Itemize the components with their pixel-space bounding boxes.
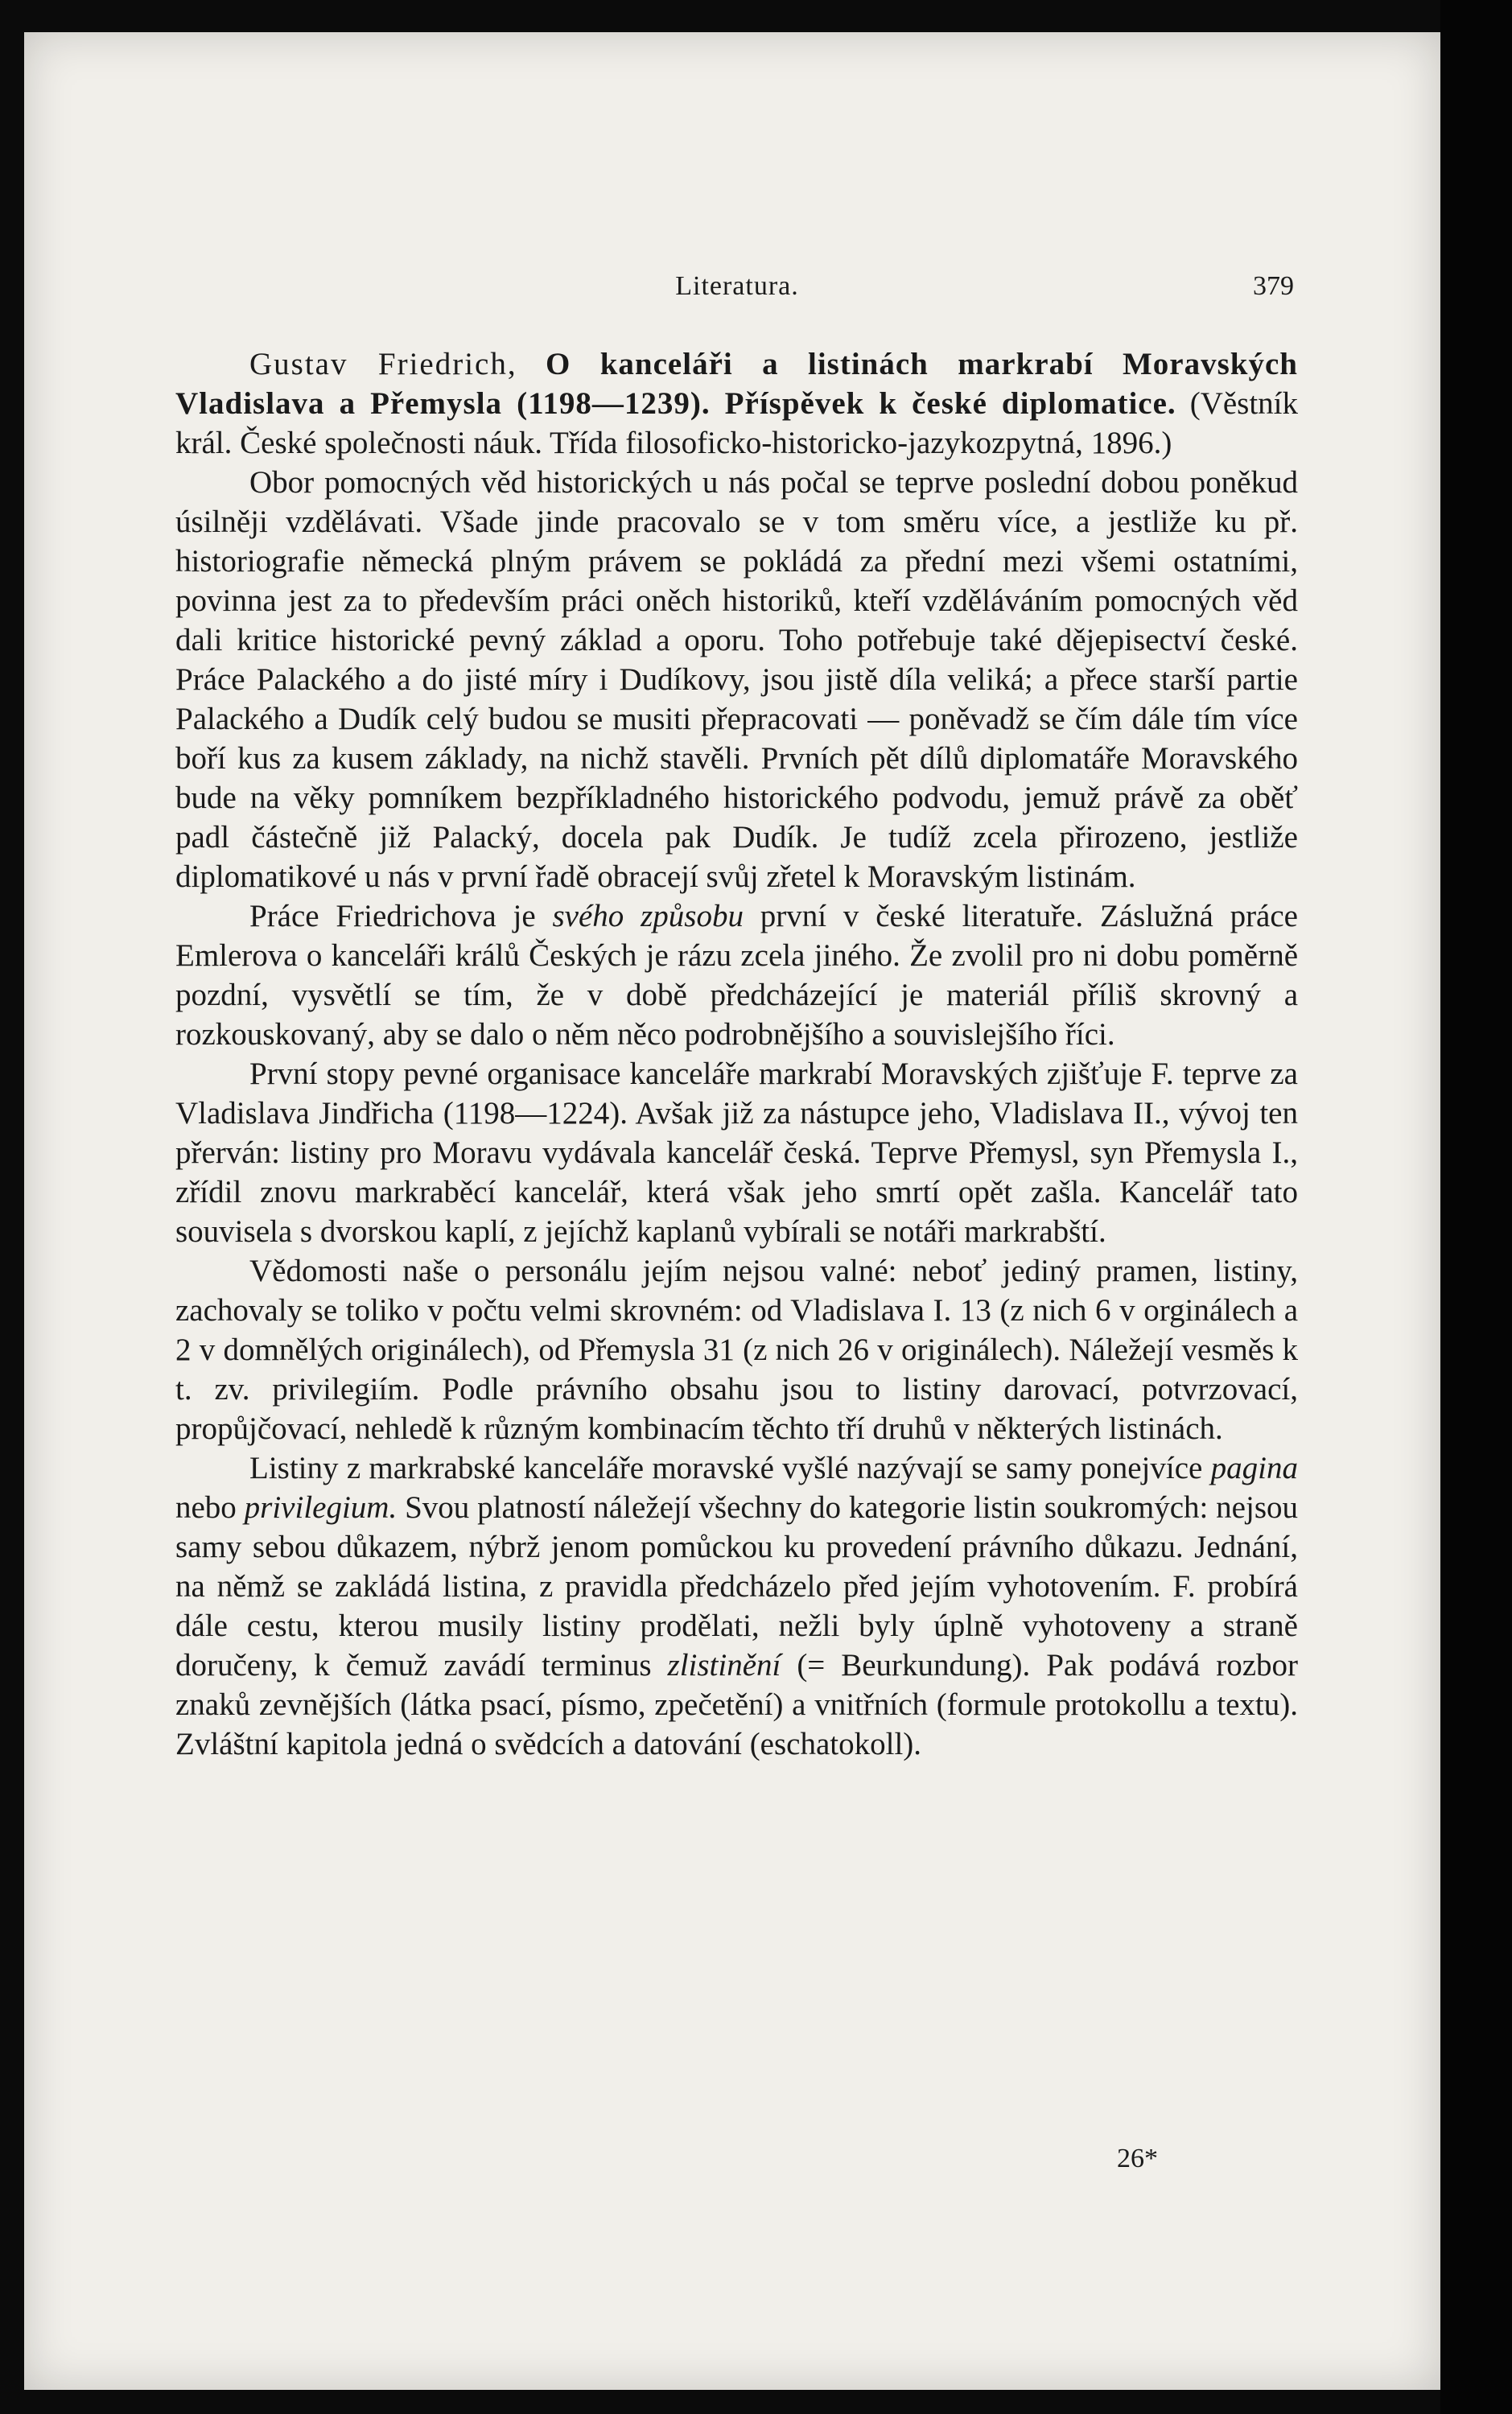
paragraph-2-italic: svého způsobu xyxy=(552,899,744,933)
signature-mark: 26* xyxy=(1117,2144,1158,2173)
body-text xyxy=(175,344,1298,1764)
paragraph-3: První stopy pevné organisace kanceláře markrabí Moravských zjišťuje F. teprve za Vladislava Jindřicha (1198—1224). Avšak již za nástupce jeho, Vladislava II., vývoj ten přerván: listiny pro Moravu vydávala kancelář česká. Teprve Přemysl, syn Přemysla I., zřídil znovu markraběcí kancelář, která však jeho smrtí opět zašla. Kancelář tato souvisela s dvorskou kaplí, z jejíchž kaplanů vybírali se notáři markrabští. xyxy=(175,1057,1298,1249)
paragraph-2-text-a: Práce Friedrichova je xyxy=(249,899,553,933)
paragraph-5-text-b: nebo xyxy=(175,1490,245,1525)
paragraph-5-italic-2: privilegium. xyxy=(244,1490,398,1525)
paragraph-5-text-a: Listiny z markrabské kanceláře moravské vyšlé nazývají se samy ponejvíce xyxy=(249,1451,1211,1485)
bibliographic-reference xyxy=(175,344,1298,463)
running-head-title: Literatura. xyxy=(675,271,799,301)
paragraph-5-italic-3: zlistinění xyxy=(667,1648,781,1683)
running-head xyxy=(180,271,1294,303)
reference-author: Gustav Friedrich, xyxy=(249,347,517,381)
paragraph-1: Obor pomocných věd historických u nás počal se teprve poslední dobou poněkud úsilněji vzdělávati. Všade jinde pracovalo se v tom směru více, a jestliže ku př. historiografie německá plným právem se pokládá za přední mezi všemi ostatními, povinna jest za to především práci oněch historiků, kteří vzděláváním pomocných věd dali kritice historické pevný základ a oporu. Toho potřebuje také dějepisectví české. Práce Palackého a do jisté míry i Dudíkovy, jsou jistě díla veliká; a přece starší partie Palackého a Dudík celý budou se musiti přepracovati — poněvadž se čím dále tím více boří kus za kusem základy, na nichž stavěli. Prvních pět dílů diplomatáře Moravského bude na věky pomníkem bezpříkladného historického podvodu, jemuž právě za oběť padl částečně již Palacký, docela pak Dudík. Je tudíž zcela přirozeno, jestliže diplomatikové u nás v první řadě obracejí svůj zřetel k Moravským listinám. xyxy=(175,465,1298,894)
paragraph-5-italic-1: pagina xyxy=(1210,1451,1298,1485)
reference-title: O kanceláři a listinách markrabí Moravských Vladislava a Přemysla (1198—1239). Příspěvek k české diplomatice. xyxy=(175,347,1298,421)
paragraph-4: Vědomosti naše o personálu jejím nejsou valné: neboť jediný pramen, listiny, zachovaly se toliko v počtu velmi skrovném: od Vladislava I. 13 (z nich 6 v orginálech a 2 v domnělých originálech), od Přemysla 31 (z nich 26 v originálech). Náležejí vesměs k t. zv. privilegiím. Podle právního obsahu jsou to listiny darovací, potvrzovací, propůjčovací, nehledě k různým kombinacím těchto tří druhů v některých listinách. xyxy=(175,1254,1298,1446)
paragraph-5 xyxy=(175,1448,1298,1764)
paragraph-5-text-d: (= Beurkundung). Pak podává rozbor znaků zevnějších (látka psací, písmo, zpečetění) a vnitřních (formule protokollu a textu). Zvláštní kapitola jedná o svědcích a datování (eschatokoll). xyxy=(175,1648,1298,1761)
scan-edge xyxy=(1440,0,1512,2414)
page-number: 379 xyxy=(1253,271,1294,301)
reference-source: (Věstník král. České společnosti náuk. Třída filosoficko-historicko-jazykozpytná, 1896.) xyxy=(175,386,1299,460)
paragraph-2 xyxy=(175,896,1298,1054)
paragraph-2-text-b: první v české literatuře. Záslužná práce Emlerova o kanceláři králů Českých je rázu zcela jiného. Že zvolil pro ni dobu poměrně pozdní, vysvětlí se tím, že v době předcházející je materiál příliš skrovný a rozkouskovaný, aby se dalo o něm něco podrobnějšího a souvislejšího říci. xyxy=(175,899,1298,1052)
paragraph-5-text-c: Svou platností náležejí všechny do kategorie listin soukromých: nejsou samy sebou důkazem, nýbrž jenom pomůckou ku provedení právního důkazu. Jednání, na němž se zakládá listina, z pravidla předcházelo před jejím vyhotovením. F. probírá dále cestu, kterou musily listiny prodělati, nežli byly úplně vyhotoveny a straně doručeny, k čemuž zavádí terminus xyxy=(175,1490,1299,1683)
